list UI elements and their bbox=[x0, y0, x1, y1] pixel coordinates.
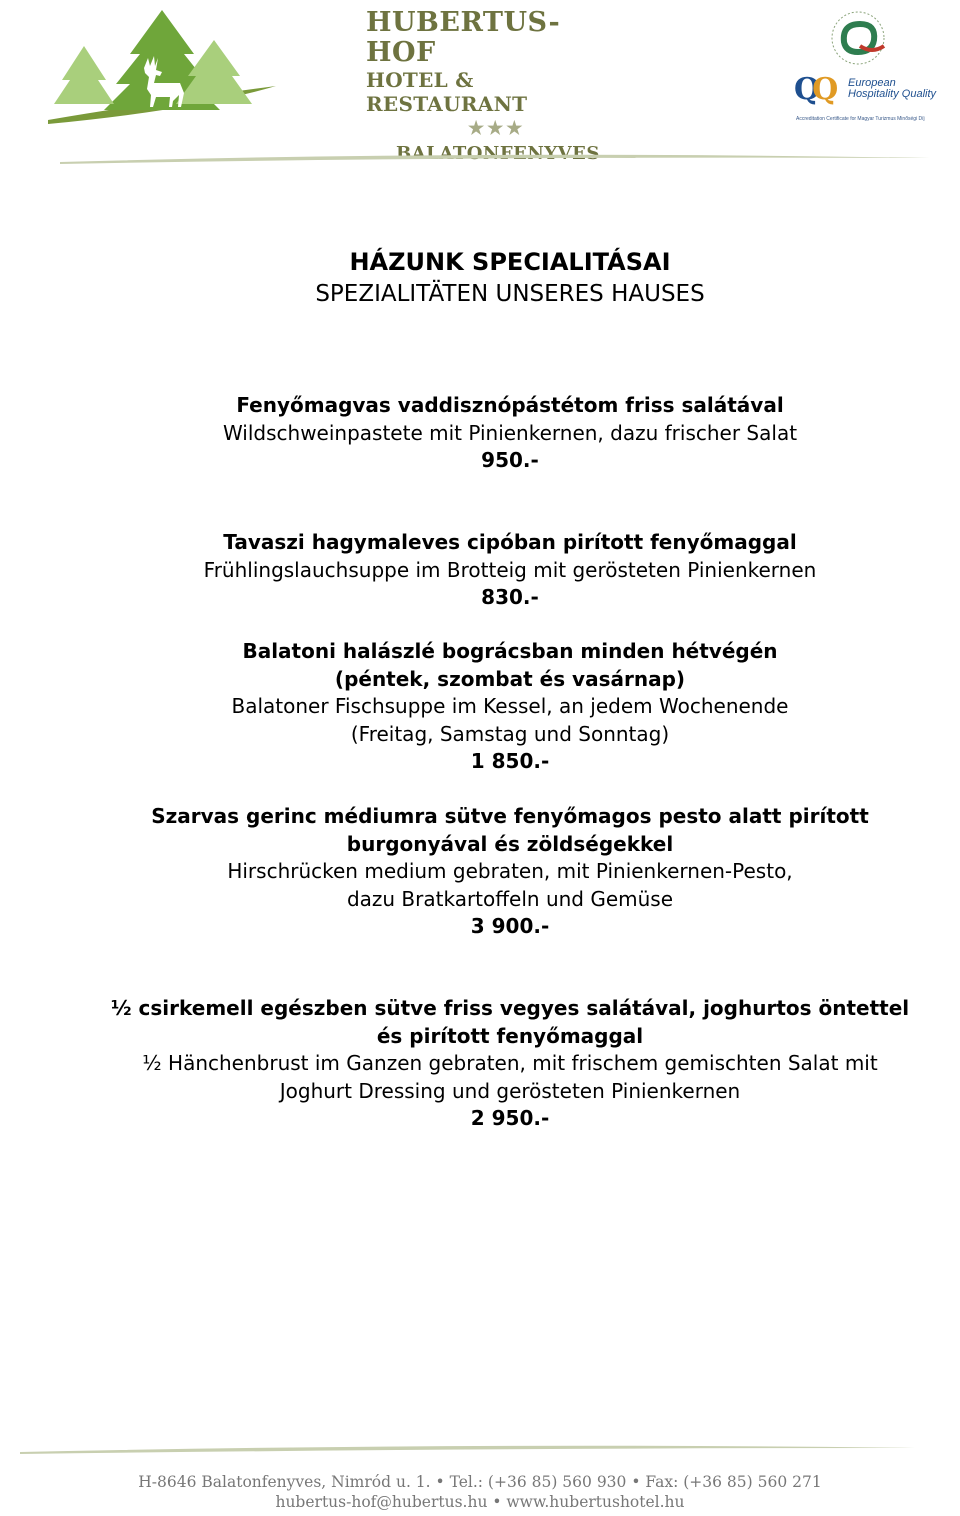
dish-name-de: ½ Hänchenbrust im Ganzen gebraten, mit frischem gemischten Salat mit bbox=[142, 1051, 878, 1075]
dish-price: 950.- bbox=[481, 448, 539, 472]
dish-name-hu: Fenyőmagvas vaddisznópástétom friss salátával bbox=[236, 393, 784, 417]
seal-text: European Hospitality Quality bbox=[848, 77, 937, 100]
brand-stars: ★★★ bbox=[468, 118, 526, 139]
dish-name-de-cont: dazu Bratkartoffeln und Gemüse bbox=[346, 886, 674, 911]
european-hospitality-quality-seal bbox=[792, 72, 942, 124]
menu-item bbox=[0, 638, 960, 776]
dish-name-hu-cont: és pirított fenyőmaggal bbox=[376, 1023, 644, 1048]
dish-name-hu: Balatoni halászlé bográcsban minden hétvégén bbox=[242, 639, 778, 663]
footer-divider bbox=[0, 1438, 960, 1462]
dish-name-de: Wildschweinpastete mit Pinienkernen, dazu frischer Salat bbox=[222, 420, 798, 445]
seal-caption: Accreditation Certificate for Magyar Turizmus Minőségi Díj bbox=[796, 116, 925, 122]
hungarian-quality-seal-icon bbox=[822, 8, 894, 68]
dish-name-hu: ½ csirkemell egészben sütve friss vegyes salátával, joghurtos öntettel bbox=[110, 996, 910, 1020]
dish-name-hu-cont: burgonyával és zöldségekkel bbox=[346, 831, 674, 856]
menu-item bbox=[0, 529, 960, 612]
footer-address: H-8646 Balatonfenyves, Nimród u. 1. • Tel.: (+36 85) 560 930 • Fax: (+36 85) 560 271 bbox=[138, 1473, 822, 1491]
dish-price: 2 950.- bbox=[470, 1106, 550, 1130]
dish-name-de: Balatoner Fischsuppe im Kessel, an jedem Wochenende bbox=[231, 694, 789, 718]
menu-item bbox=[0, 803, 960, 941]
menu-item bbox=[0, 392, 960, 475]
qq-logo-icon: QQ bbox=[794, 72, 831, 107]
dish-name-de: Frühlingslauchsuppe im Brotteig mit gerösteten Pinienkernen bbox=[203, 557, 817, 582]
dish-name-de-cont: Joghurt Dressing und gerösteten Pinienkernen bbox=[279, 1078, 741, 1103]
footer-contact: hubertus-hof@hubertus.hu • www.hubertushotel.hu bbox=[275, 1493, 685, 1511]
dish-price: 3 900.- bbox=[470, 914, 550, 938]
dish-name-de-cont: (Freitag, Samstag und Sonntag) bbox=[350, 721, 670, 746]
dish-name-hu: Tavaszi hagymaleves cipóban pirított fenyőmaggal bbox=[223, 530, 797, 554]
menu-item bbox=[0, 995, 960, 1133]
hotel-brand bbox=[366, 8, 628, 166]
dish-name-hu: Szarvas gerinc médiumra sütve fenyőmagos pesto alatt pirított bbox=[151, 804, 869, 828]
dish-name-de: Hirschrücken medium gebraten, mit Pinienkernen-Pesto, bbox=[227, 859, 793, 883]
brand-subtitle: HOTEL & RESTAURANT bbox=[366, 68, 528, 116]
header-divider bbox=[0, 148, 960, 172]
hotel-logo-tree-deer bbox=[44, 6, 280, 124]
brand-location: BALATONFENYVES bbox=[396, 143, 600, 164]
brand-name: HUBERTUS-HOF bbox=[366, 7, 561, 68]
page-title-hu: HÁZUNK SPECIALITÁSAI bbox=[349, 248, 671, 276]
dish-name-hu-cont: (péntek, szombat és vasárnap) bbox=[334, 666, 686, 691]
dish-price: 830.- bbox=[481, 585, 539, 609]
page-title-de: SPEZIALITÄTEN UNSERES HAUSES bbox=[315, 281, 705, 307]
dish-price: 1 850.- bbox=[470, 749, 550, 773]
